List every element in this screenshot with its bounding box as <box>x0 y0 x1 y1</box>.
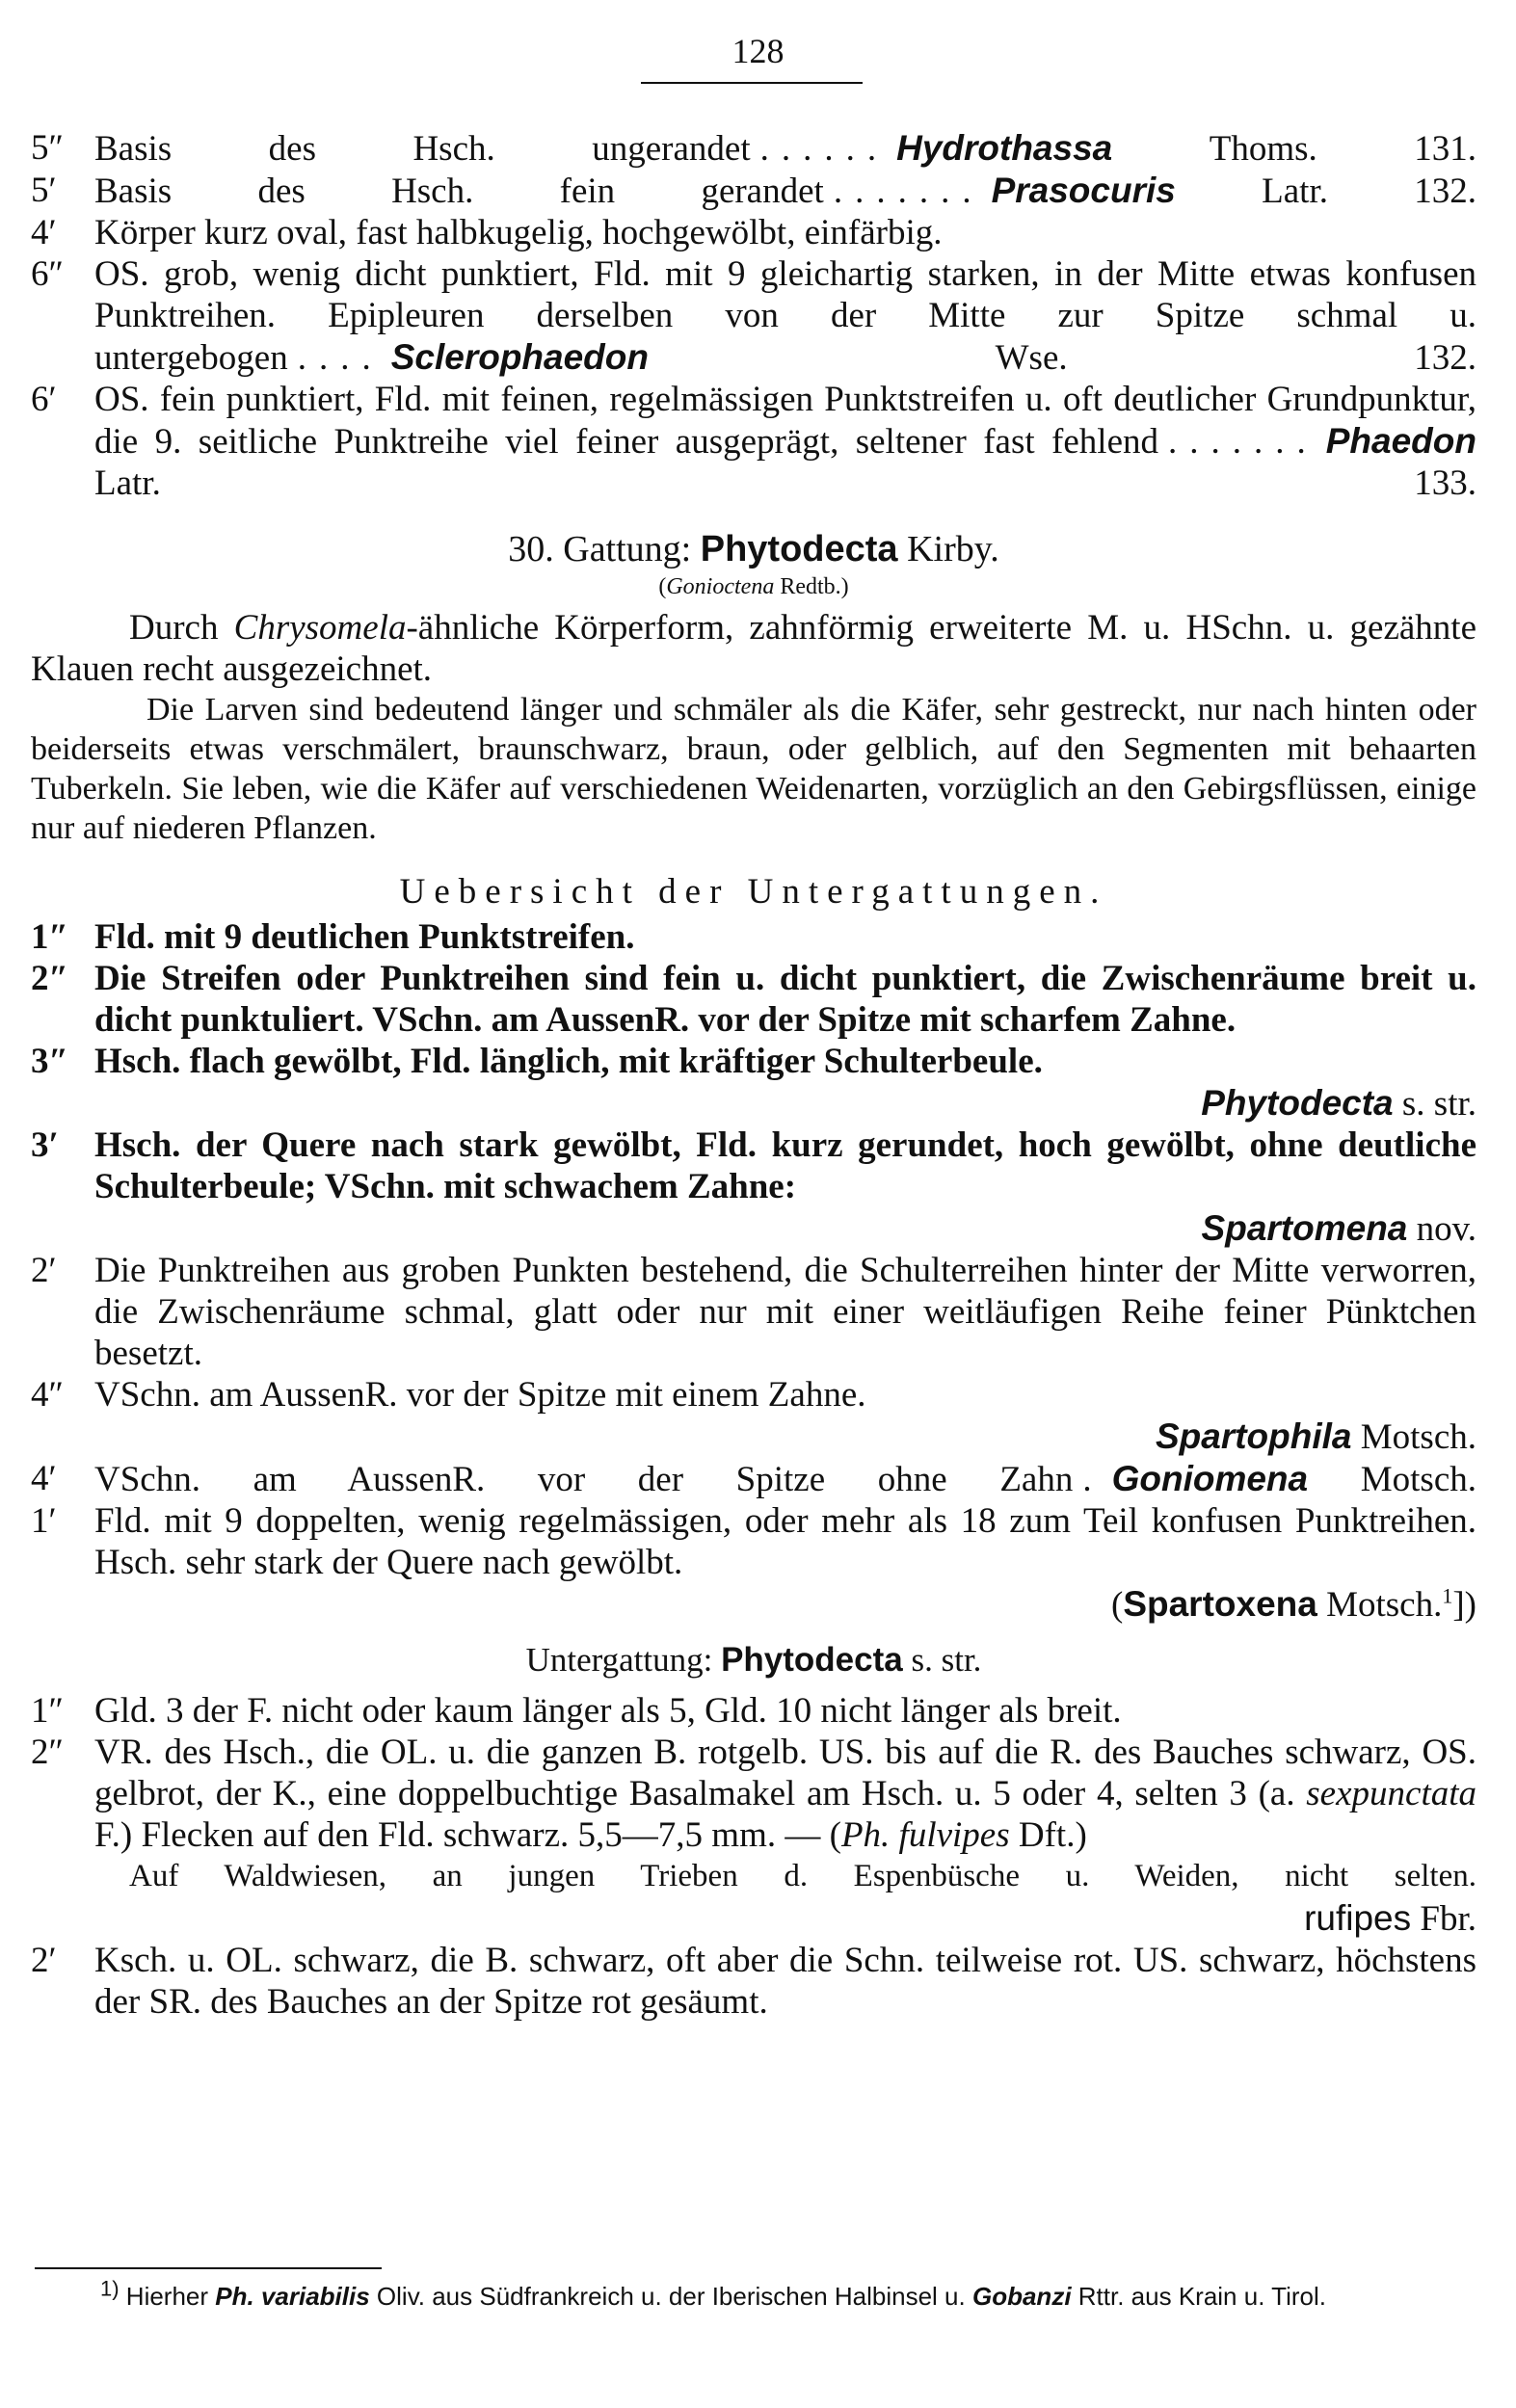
footnote-taxon: Ph. variabilis <box>215 2282 370 2311</box>
key-entry <box>31 212 1476 253</box>
taxon-author: nov. <box>1416 1209 1476 1249</box>
genus-name: Phytodecta <box>700 529 898 569</box>
couplet-number: 1″ <box>31 1691 64 1731</box>
subgenera-heading: Uebersicht der Untergattungen. <box>399 872 1108 912</box>
key-entry <box>31 1458 1476 1500</box>
taxon-author: Wse. 132. <box>995 338 1477 378</box>
couplet-number: 1″ <box>31 917 68 957</box>
couplet-number: 5″ <box>31 128 64 168</box>
key-text: Basis des Hsch. ungerandet <box>94 129 751 169</box>
taxon-name: Spartoxena <box>1123 1584 1317 1624</box>
couplet-number: 6″ <box>31 254 64 294</box>
taxon-name: Prasocuris <box>991 171 1176 210</box>
taxon-name: Spartomena <box>1201 1208 1408 1248</box>
desc-before: Durch <box>129 608 219 648</box>
taxon-author: Thoms. 131. <box>1209 129 1476 169</box>
key-entry <box>31 1940 1476 2023</box>
subgenus-heading <box>31 1639 1476 1680</box>
key-text: OS. fein punktiert, Fld. mit feinen, regelmässigen Punktstreifen u. oft deutlicher Grundpunktur, die 9. seitliche Punktreihe viel feiner ausgeprägt, seltener fast fehlend <box>94 380 1476 462</box>
couplet-number: 1′ <box>31 1501 57 1541</box>
taxon-author: Motsch. <box>1326 1585 1443 1625</box>
couplet-number: 2″ <box>31 959 68 998</box>
key-entry <box>31 1374 1476 1458</box>
leader-dots: ....... <box>833 172 984 211</box>
taxon-author: Latr. 132. <box>1262 172 1476 211</box>
key-text: Hsch. der Quere nach stark gewölbt, Fld. kurz gerundet, hoch gewölbt, ohne deutliche Schulterbeule; VSchn. mit schwachem Zahne: <box>94 1125 1476 1206</box>
key-text: Fld. mit 9 deutlichen Punktstreifen. <box>94 917 635 957</box>
key-text: Hsch. flach gewölbt, Fld. länglich, mit kräftiger Schulterbeule. <box>94 1042 1043 1081</box>
key-entry <box>31 916 1476 958</box>
key-text: Die Punktreihen aus groben Punkten bestehend, die Schulterreihen hinter der Mitte verworren, die Zwischenräume schmal, glatt oder nur mit einer weitläufigen Reihe feiner Pünktchen besetzt. <box>94 1251 1476 1373</box>
taxon-name: Goniomena <box>1111 1459 1309 1498</box>
genus-description <box>31 607 1476 690</box>
key-text: VR. des Hsch., die OL. u. die ganzen B. rotgelb. US. bis auf die R. des Bauches schwarz, OS. gelbrot, der K., eine doppelbuchtige Basalmakel am Hsch. u. 5 oder 4, selten 3 (a. <box>94 1733 1476 1813</box>
couplet-number: 4″ <box>31 1375 64 1415</box>
page-number: 128 <box>731 32 785 70</box>
footnote-taxon: Gobanzi <box>971 2282 1072 2311</box>
couplet-number: 3″ <box>31 1042 68 1081</box>
key-entry <box>31 1125 1476 1250</box>
page-body <box>31 127 1476 2023</box>
species-line <box>31 1897 1476 1940</box>
habitat-note: Auf Waldwiesen, an jungen Trieben d. Espenbüsche u. Weiden, nicht selten. <box>129 1859 1476 1893</box>
genus-synonym: (Gonioctena Redtb.) <box>658 574 849 599</box>
synonym-author: Redtb. <box>780 574 841 599</box>
taxon-author: s. str. <box>1401 1084 1476 1124</box>
key-entry <box>31 1041 1476 1125</box>
taxon-name: Sclerophaedon <box>390 337 649 377</box>
footnote <box>31 2278 1476 2315</box>
genus-heading <box>31 529 1476 570</box>
couplet-number: 2′ <box>31 1941 57 1980</box>
larvae-paragraph <box>31 690 1476 848</box>
taxon-name: Phytodecta <box>1201 1083 1394 1123</box>
key-text: Körper kurz oval, fast halbkugelig, hochgewölbt, einfärbig. <box>94 213 943 252</box>
header-rule <box>641 82 863 84</box>
leader-dots: .... <box>297 338 384 378</box>
couplet-number: 4′ <box>31 213 57 252</box>
key-entry <box>31 1250 1476 1374</box>
key-entry <box>31 253 1476 379</box>
species-author: Fbr. <box>1420 1899 1476 1939</box>
synonym-author: Dft.) <box>1018 1815 1087 1855</box>
desc-after: -ähnliche Körperform, zahnförmig erweiterte M. u. HSchn. u. gezähnte Klauen recht ausgezeichnet. <box>31 608 1477 689</box>
key-text: OS. grob, wenig dicht punktiert, Fld. mit 9 gleichartig starken, in der Mitte etwas konfusen Punktreihen. Epipleuren derselben von der Mitte zur Spitze schmal u. untergebogen <box>94 254 1476 378</box>
species-name: rufipes <box>1304 1898 1412 1938</box>
taxon-name: Phaedon <box>1325 421 1476 461</box>
key-entry <box>31 1690 1476 1732</box>
subgenus-author: s. str. <box>911 1641 982 1679</box>
subgenus-prefix: Untergattung: <box>525 1641 713 1679</box>
key-entry <box>31 170 1476 212</box>
larvae-text: Die Larven sind bedeutend länger und schmäler als die Käfer, sehr gestreckt, nur nach hinten oder beiderseits etwas verschmälert, braunschwarz, braun, oder gelblich, auf den Segmenten mit behaarten Tuberkeln. Sie leben, wie die Käfer auf verschiedenen Weidenarten, vorzüglich an den Gebirgsflüssen, einige nur auf niederen Pflanzen. <box>31 692 1476 846</box>
taxon-author: Motsch. <box>1360 1417 1476 1457</box>
footnote-text: Rttr. aus Krain u. Tirol. <box>1077 2282 1326 2311</box>
leader-dots: ....... <box>1168 422 1318 462</box>
taxon-name: Spartophila <box>1155 1416 1352 1456</box>
key-text: Gld. 3 der F. nicht oder kaum länger als 5, Gld. 10 nicht länger als breit. <box>94 1691 1122 1731</box>
desc-name: Chrysomela <box>233 608 407 648</box>
taxon-author: Latr. 133. <box>94 463 1476 503</box>
footnote-text: Oliv. aus Südfrankreich u. der Iberischen Halbinsel u. <box>376 2282 966 2311</box>
couplet-number: 6′ <box>31 380 57 419</box>
variety-author: F.) <box>94 1815 133 1855</box>
taxon-author: Motsch. <box>1360 1460 1476 1499</box>
subgenus-name: Phytodecta <box>721 1641 903 1679</box>
taxon-name: Hydrothassa <box>896 128 1113 168</box>
key-entry <box>31 127 1476 170</box>
couplet-number: 2′ <box>31 1251 57 1290</box>
footnote-rule <box>35 2267 382 2269</box>
footnote-number: 1) <box>100 2276 120 2301</box>
genus-prefix: 30. Gattung: <box>508 529 692 569</box>
variety-name: sexpunctata <box>1306 1774 1477 1813</box>
key-text: VSchn. am AussenR. vor der Spitze ohne Zahn <box>94 1460 1074 1499</box>
leader-dots: . <box>1082 1460 1104 1499</box>
footnote-text: Hierher <box>125 2282 209 2311</box>
key-text: VSchn. am AussenR. vor der Spitze mit einem Zahne. <box>94 1375 866 1415</box>
key-entry: 1′ Fld. mit 9 doppelten, wenig regelmässigen, oder mehr als 18 zum Teil konfusen Punktreihen. Hsch. sehr stark der Quere nach gewölbt. (Spartoxena Motsch.$^1$]) <box>31 1501 1476 1625</box>
couplet-number: 3′ <box>31 1125 59 1165</box>
key-text: Fld. mit 9 doppelten, wenig regelmässigen, oder mehr als 18 zum Teil konfusen Punktreihen. Hsch. sehr stark der Quere nach gewölbt. <box>94 1501 1476 1582</box>
couplet-number: 5′ <box>31 171 57 210</box>
key-text-cont: Flecken auf den Fld. schwarz. 5,5—7,5 mm. — ( <box>141 1815 841 1855</box>
synonym-name: Gonioctena <box>666 574 775 599</box>
key-text: Die Streifen oder Punktreihen sind fein u. dicht punktiert, die Zwischenräume breit u. dicht punktuliert. VSchn. am AussenR. vor der Spitze mit scharfem Zahne. <box>94 959 1476 1040</box>
key-entry <box>31 958 1476 1041</box>
key-entry <box>31 1732 1476 1856</box>
leader-dots: ...... <box>759 129 890 169</box>
footnote-mark: 1 <box>1442 1583 1453 1608</box>
key-text: Basis des Hsch. fein gerandet <box>94 172 824 211</box>
key-text: Ksch. u. OL. schwarz, die B. schwarz, oft aber die Schn. teilweise rot. US. schwarz, höchstens der SR. des Bauches an der Spitze rot gesäumt. <box>94 1941 1476 2022</box>
key-entry <box>31 379 1476 504</box>
couplet-number: 4′ <box>31 1459 57 1498</box>
couplet-number: 2″ <box>31 1733 64 1772</box>
synonym-name: Ph. fulvipes <box>840 1815 1010 1855</box>
genus-author: Kirby. <box>907 529 999 569</box>
